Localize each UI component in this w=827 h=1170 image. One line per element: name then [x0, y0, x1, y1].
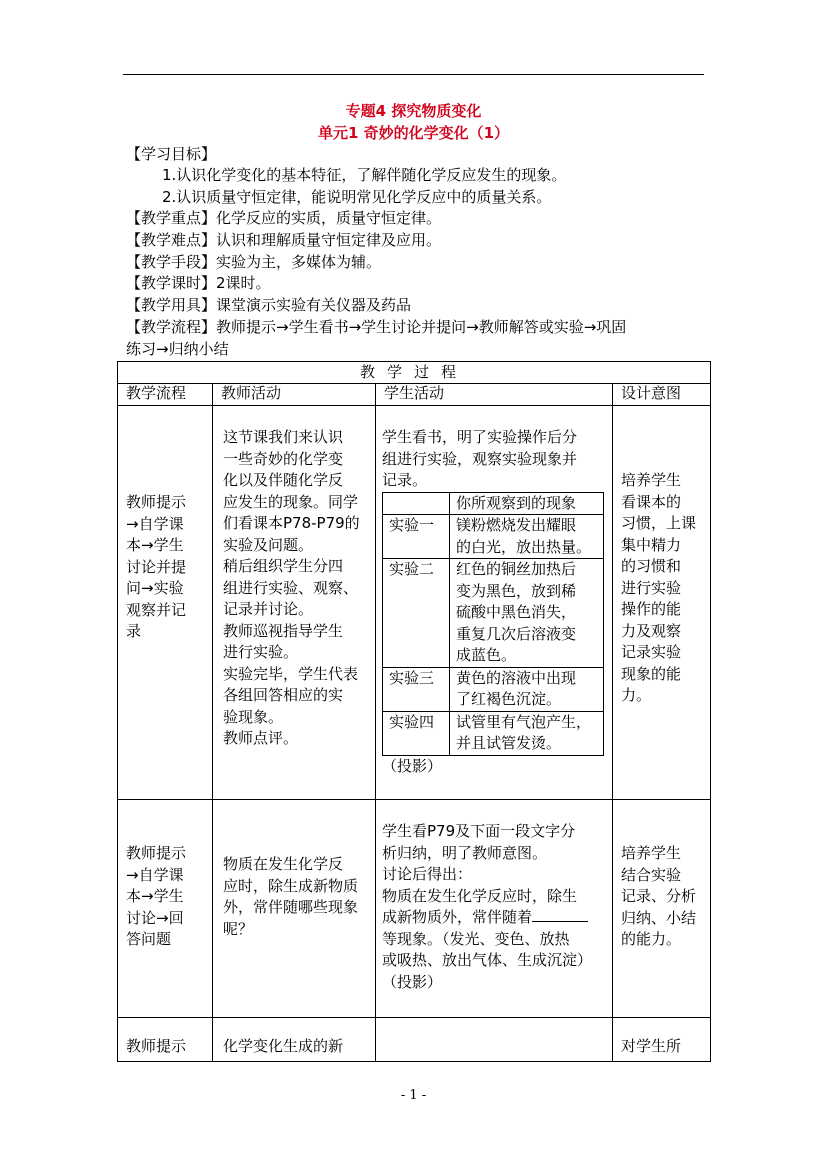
text-line: 应时，除生成新物质: [223, 876, 359, 895]
text-line: 培养学生: [621, 471, 682, 489]
text-line: 习惯，上课: [621, 514, 697, 532]
header-rule: [123, 74, 704, 75]
header-teacher: 教师活动: [213, 384, 376, 406]
text-line: 记录、分析: [621, 887, 697, 905]
text-line: 试管里有气泡产生，: [456, 712, 592, 731]
topic-title: 专题4 探究物质变化: [345, 102, 482, 120]
table-row: [383, 559, 604, 668]
experiment-result: [450, 711, 604, 755]
text-line: 进行实验: [621, 578, 682, 597]
table-row: [118, 406, 711, 800]
teacher-cell: [213, 1018, 376, 1062]
text-line: 培养学生: [621, 844, 682, 862]
student-cell: [376, 406, 613, 800]
teaching-tools: 【教学用具】课堂演示实验有关仪器及药品: [126, 296, 412, 314]
inner-header: 你所观察到的现象: [450, 492, 604, 515]
text-line: 一些奇妙的化学变: [223, 449, 344, 468]
text-line: 各组回答相应的实: [223, 686, 344, 704]
text-line: 验现象。: [223, 707, 284, 726]
text-line: →自学课: [126, 514, 184, 533]
text-line: 本→学生: [126, 887, 184, 905]
text-line: 问→实验: [126, 579, 184, 597]
text-line: 并且试管发烫。: [456, 734, 562, 752]
header-student: 学生活动: [376, 384, 613, 406]
teaching-process-table: [117, 361, 711, 1062]
page-number: - 1 -: [400, 1088, 427, 1103]
text-line: 应发生的现象。同学: [223, 492, 359, 511]
text-line-with-blank: [382, 907, 608, 929]
text-line: 进行实验。: [223, 643, 299, 661]
student-cell: [376, 800, 613, 1018]
text-line: 归纳、小结: [621, 908, 697, 927]
text-line: 的习惯和: [621, 557, 682, 575]
text-line: 结合实验: [621, 865, 682, 884]
flow-cell: [118, 800, 213, 1018]
text-fragment: 成新物质外，常伴随着: [382, 908, 533, 926]
class-hours: 【教学课时】2课时。: [126, 274, 271, 292]
objective-1: 1.认识化学变化的基本特征，了解伴随化学反应发生的现象。: [162, 166, 567, 184]
text-line: 化学变化生成的新: [223, 1037, 344, 1055]
table-row: [118, 800, 711, 1018]
text-line: 硫酸中黑色消失，: [456, 603, 577, 621]
process-line-2: 练习→归纳小结: [126, 340, 229, 358]
unit-title: 单元1 奇妙的化学变化（1）: [317, 124, 510, 142]
student-cell: [376, 1018, 613, 1062]
text-line: 镁粉燃烧发出耀眼: [456, 516, 577, 534]
text-line: 等现象。（发光、变色、放热: [382, 929, 570, 948]
experiment-result: [450, 667, 604, 711]
objectives-label: 【学习目标】: [126, 145, 217, 163]
inner-header-blank: [383, 492, 450, 515]
text-line: 变为黑色，放到稀: [456, 581, 577, 600]
text-line: 力及观察: [621, 621, 682, 640]
table-title: 教学过程: [118, 362, 711, 384]
table-row: [383, 667, 604, 711]
text-line: 集中精力: [621, 535, 682, 554]
text-line: 对学生所: [621, 1037, 682, 1055]
text-line: →自学课: [126, 865, 184, 884]
text-line: 组进行实验、观察、: [223, 578, 359, 597]
process-line-1: 【教学流程】教师提示→学生看书→学生讨论并提问→教师解答或实验→巩固: [126, 318, 627, 336]
experiment-name: 实验四: [383, 711, 450, 755]
text-line: 组进行实验，观察实验现象并: [382, 449, 578, 468]
fill-blank: [532, 907, 588, 922]
experiment-result: [450, 559, 604, 668]
text-line: 黄色的溶液中出现: [456, 668, 577, 687]
text-line: 实验及问题。: [223, 535, 314, 554]
table-row: [118, 1018, 711, 1062]
intent-cell: [613, 406, 711, 800]
flow-cell: [118, 1018, 213, 1062]
table-row: [383, 515, 604, 559]
intent-cell: [613, 1018, 711, 1062]
text-line: 学生看P79及下面一段文字分: [382, 822, 576, 840]
text-line: 的能力。: [621, 930, 682, 948]
key-point: 【教学重点】化学反应的实质，质量守恒定律。: [126, 209, 442, 227]
teaching-means: 【教学手段】实验为主，多媒体为辅。: [126, 253, 382, 271]
text-line: 成蓝色。: [456, 646, 517, 664]
experiment-name: 实验一: [383, 515, 450, 559]
text-line: 记录。: [382, 471, 428, 489]
text-line: 析归纳，明了教师意图。: [382, 843, 548, 862]
table-row: [383, 711, 604, 755]
text-line: 或吸热、放出气体、生成沉淀）: [382, 951, 593, 969]
experiment-result: [450, 515, 604, 559]
text-line: 录: [126, 622, 142, 640]
text-line: 讨论后得出：: [382, 865, 473, 883]
text-line: 本→学生: [126, 536, 184, 554]
text-line: 操作的能: [621, 600, 682, 618]
text-line: 记录并讨论。: [223, 600, 314, 618]
text-line: 教师提示: [126, 1037, 187, 1055]
projection-note: （投影）: [382, 756, 443, 775]
observation-table: [382, 492, 604, 756]
text-line: 教师提示: [126, 844, 187, 862]
text-line: （投影）: [382, 972, 443, 991]
text-line: 这节课我们来认识: [223, 428, 344, 446]
text-line: 答问题: [126, 930, 172, 948]
text-line: 物质在发生化学反应时，除生: [382, 886, 578, 905]
experiment-name: 实验三: [383, 667, 450, 711]
header-row: [118, 384, 711, 406]
objective-2: 2.认识质量守恒定律，能说明常见化学反应中的质量关系。: [162, 188, 552, 206]
text-line: 教师巡视指导学生: [223, 621, 344, 640]
text-line: 稍后组织学生分四: [223, 557, 344, 575]
text-line: 的白光，放出热量。: [456, 537, 592, 556]
text-line: 了红褐色沉淀。: [456, 690, 562, 708]
text-line: 外，常伴随哪些现象: [223, 898, 359, 916]
text-line: 力。: [621, 686, 652, 704]
header-flow: 教学流程: [118, 384, 213, 406]
teacher-cell: [213, 406, 376, 800]
text-line: 呢？: [223, 919, 254, 938]
experiment-name: 实验二: [383, 559, 450, 668]
text-line: 实验完毕，学生代表: [223, 664, 359, 683]
flow-cell: [118, 406, 213, 800]
header-intent: 设计意图: [613, 384, 711, 406]
text-line: 看课本的: [621, 492, 682, 511]
text-line: 红色的铜丝加热后: [456, 560, 577, 578]
text-line: 学生看书，明了实验操作后分: [382, 428, 578, 446]
text-line: 们看课本P78-P79的: [223, 514, 360, 532]
teacher-cell: [213, 800, 376, 1018]
text-line: 讨论并提: [126, 557, 187, 576]
text-line: 讨论→回: [126, 908, 184, 927]
text-line: 重复几次后溶液变: [456, 624, 577, 643]
text-line: 物质在发生化学反: [223, 855, 344, 873]
intent-cell: [613, 800, 711, 1018]
text-line: 记录实验: [621, 643, 682, 661]
text-line: 现象的能: [621, 664, 682, 683]
difficulty: 【教学难点】认识和理解质量守恒定律及应用。: [126, 231, 442, 249]
text-line: 教师点评。: [223, 729, 299, 747]
text-line: 化以及伴随化学反: [223, 471, 344, 489]
text-line: 观察并记: [126, 600, 187, 619]
text-line: 教师提示: [126, 493, 187, 511]
